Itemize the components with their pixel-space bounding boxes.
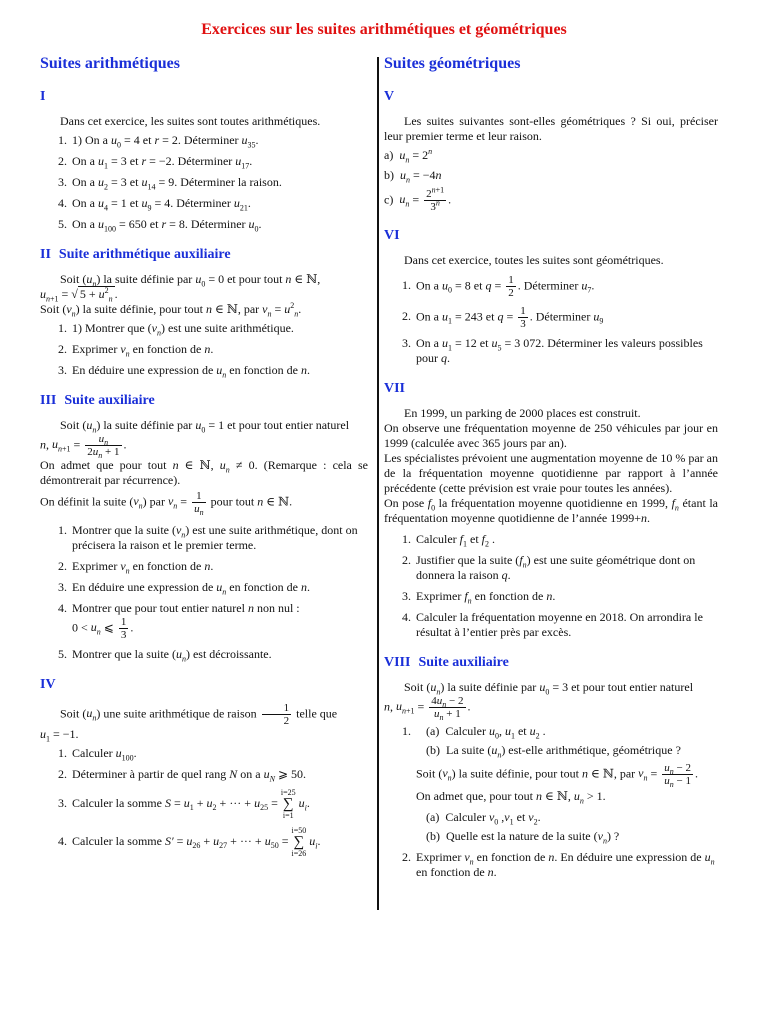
- exercise-5-list: [384, 148, 718, 213]
- page-title: Exercices sur les suites arithmétiques et géométriques: [201, 21, 567, 38]
- exercise-8-sublist: [416, 724, 718, 758]
- exercise-1-list: [40, 133, 368, 232]
- exercise-2-list: [40, 321, 368, 378]
- exercise-4-text-2: $u_1 = -1$.: [40, 727, 79, 744]
- left-column: [40, 52, 368, 864]
- list-item: 2. Exprimer $v_n$ en fonction de n.: [70, 559, 368, 574]
- exercise-7-heading: VII: [384, 381, 406, 396]
- exercise-8-text: Soit $(u_n)$ la suite définie par $u_0 = 3$ et pour tout entier naturel: [404, 680, 694, 697]
- exercise-1-intro: Dans cet exercice, les suites sont toutes arithmétiques.: [60, 114, 321, 128]
- exercise-8-v-def: Soit $(v_n)$ la suite définie, pour tout n ∈ ℕ, par $v_n$ = $\frac{u_n - 2}{u_n - 1}$ .: [416, 762, 698, 790]
- list-item: 1. Calculer $u_{100}$.: [70, 746, 368, 761]
- exercise-1-heading: [40, 88, 368, 106]
- exercise-2-formula: $u_{n+1}$ = √ $5 + u^2_n$ .: [40, 286, 118, 304]
- list-item: b) $u_n = -4n$: [384, 168, 442, 185]
- list-item: 3. Calculer la somme $S = u_1 + u_2$ + ··· + $u_{25} = i=25$ ∑ i=1 $u_i$.: [70, 788, 368, 820]
- exercise-6-heading: VI: [384, 228, 400, 243]
- list-item: [414, 724, 718, 844]
- list-item: 3. En déduire une expression de $u_n$ en fonction de n.: [70, 363, 368, 378]
- exercise-2-text: Soit $(u_n)$ la suite définie par $u_0 = 0$ et pour tout n ∈ ℕ,: [60, 272, 321, 289]
- exercise-7-list: [384, 532, 718, 640]
- list-item: 4. Calculer la somme $S' = u_{26} + u_{27}$ + ··· + $u_{50} = i=50$ ∑ i=26 $u_i$.: [70, 826, 368, 858]
- exercise-2-heading: II Suite arithmétique auxiliaire: [40, 247, 231, 262]
- list-item: 2. On a $u_1 = 243$ et q = $\frac{1}{3}$ . Déterminer $u_9$: [414, 305, 718, 330]
- exercise-8-heading: VIII Suite auxiliaire: [384, 655, 509, 670]
- list-item: 2. Exprimer $v_n$ en fonction de n. En déduire une expression de $u_n$ en fonction de n.: [414, 850, 718, 880]
- column-divider: [377, 57, 379, 910]
- list-item: 2. On a $u_1 = 3$ et r = −2. Déterminer $u_{17}$.: [70, 154, 368, 169]
- list-item: 3. On a $u_1 = 12$ et $u_5 = 3$ 072. Déterminer les valeurs possibles pour q.: [414, 336, 718, 366]
- list-item: 2. Déterminer à partir de quel rang N on a $u_N$ ⩾ 50.: [70, 767, 368, 782]
- list-item: 1. 1) Montrer que $(v_n)$ est une suite arithmétique.: [70, 321, 368, 336]
- exercise-8-list: [384, 724, 718, 880]
- exercise-3-text: Soit $(u_n)$ la suite définie par $u_0 = 1$ et pour tout entier naturel: [60, 418, 350, 435]
- list-item: c) $u_n$ = $\frac{2^{n+1}}{3^n}$ .: [384, 185, 452, 213]
- exercise-5-heading: V: [384, 89, 395, 104]
- list-item: 5. On a $u_{100} = 650$ et r = 8. Déterminer $u_0$.: [70, 217, 368, 232]
- list-item: 2. Justifier que la suite $(f_n)$ est une suite géométrique dont on donnera la raison q.: [414, 553, 718, 583]
- list-item: 1. Montrer que la suite $(v_n)$ est une suite arithmétique, dont on précisera la raison et le premier terme.: [70, 523, 368, 553]
- right-column-heading: Suites géométriques: [384, 55, 521, 72]
- exercise-3-formula: n, $u_{n+1}$ = $\frac{u_n}{2u_n + 1}$ .: [40, 433, 127, 461]
- list-item: 1. On a $u_0 = 8$ et q = $\frac{1}{2}$ . Déterminer $u_7$.: [414, 274, 718, 299]
- exercise-3-heading: III Suite auxiliaire: [40, 393, 155, 408]
- exercise-number: I: [40, 89, 46, 104]
- exercise-7-p3: Les spécialistes prévoient une augmentation moyenne de 10 % par an de la fréquentation moyenne quotidienne par rapport à l’année précédente (cette prévision est vraie pour toutes les années).: [384, 451, 718, 495]
- list-item: 4. Montrer que pour tout entier naturel n non nul : $0 < u_n$ ⩽ $\frac{1}{3}$ .: [70, 601, 368, 641]
- exercise-8-sublist-2: [416, 810, 718, 844]
- exercise-3-def: On définit la suite $(v_n)$ par $v_n$ = $\frac{1}{u_n}$ pour tout n ∈ ℕ.: [40, 490, 293, 518]
- list-item: 3. Exprimer $f_n$ en fonction de n.: [414, 589, 718, 604]
- exercise-2-text-2: Soit $(v_n)$ la suite définie, pour tout n ∈ ℕ, par $v_n = u^2_n$.: [40, 301, 302, 319]
- exercise-8-admit: On admet que, pour tout n ∈ ℕ, $u_n > 1$.: [416, 789, 606, 806]
- exercise-7-p1: En 1999, un parking de 2000 places est construit.: [404, 406, 641, 420]
- exercise-4-heading: IV: [40, 677, 56, 692]
- exercise-5-intro: Les suites suivantes sont-elles géométriques ? Si oui, préciser leur premier terme et leur raison.: [384, 114, 718, 143]
- list-item: 1. Calculer $f_1$ et $f_2$ .: [414, 532, 718, 547]
- list-item: 3. On a $u_2 = 3$ et $u_{14} = 9$. Déterminer la raison.: [70, 175, 368, 190]
- exercise-4-list: [40, 746, 368, 858]
- exercise-7-p2: On observe une fréquentation moyenne de 250 véhicules par jour en 1999 (calculée avec 365 jours par an).: [384, 421, 718, 450]
- exercise-8-formula: n, $u_{n+1}$ = $\frac{4u_n - 2}{u_n + 1}$ .: [384, 695, 471, 723]
- list-item: 1. (a) Calculer $u_0$, $u_1$ et $u_2$ .: [426, 724, 546, 741]
- list-item: 1. 1) On a $u_0 = 4$ et r = 2. Déterminer $u_{35}$.: [70, 133, 368, 148]
- list-item: 3. En déduire une expression de $u_n$ en fonction de n.: [70, 580, 368, 595]
- exercise-3-remark: On admet que pour tout n ∈ ℕ, $u_n \ne 0$. (Remarque : cela se démontrerait par récurrence).: [40, 458, 368, 487]
- exercise-7-p4: On pose $f_0$ la fréquentation moyenne quotidienne en 1999, $f_n$ étant la fréquentation moyenne quotidienne de l’année 1999+n.: [384, 496, 718, 525]
- right-column: [384, 52, 718, 886]
- list-item: (b) Quelle est la nature de la suite $(v_n)$ ?: [426, 829, 620, 846]
- list-item: (a) Calculer $v_0$ $,v_1$ et $v_2$.: [426, 810, 541, 827]
- list-item: (b) La suite $(u_n)$ est-elle arithmétique, géométrique ?: [426, 743, 681, 760]
- list-item: 5. Montrer que la suite $(u_n)$ est décroissante.: [70, 647, 368, 662]
- list-item: 4. Calculer la fréquentation moyenne en 2018. On arrondira le résultat à l’entier près par excès.: [414, 610, 718, 640]
- exercise-4-text: Soit $(u_n)$ une suite arithmétique de raison $\frac{1}{2}$ telle que: [60, 702, 338, 727]
- exercise-3-list: [40, 523, 368, 662]
- exercise-6-intro: Dans cet exercice, toutes les suites sont géométriques.: [404, 253, 664, 267]
- list-item: 2. Exprimer $v_n$ en fonction de n.: [70, 342, 368, 357]
- exercise-6-list: [384, 274, 718, 366]
- list-item: 4. On a $u_4 = 1$ et $u_9 = 4$. Déterminer $u_{21}$.: [70, 196, 368, 211]
- left-column-heading: Suites arithmétiques: [40, 55, 180, 72]
- list-item: a) $u_n = 2^n$: [384, 147, 433, 165]
